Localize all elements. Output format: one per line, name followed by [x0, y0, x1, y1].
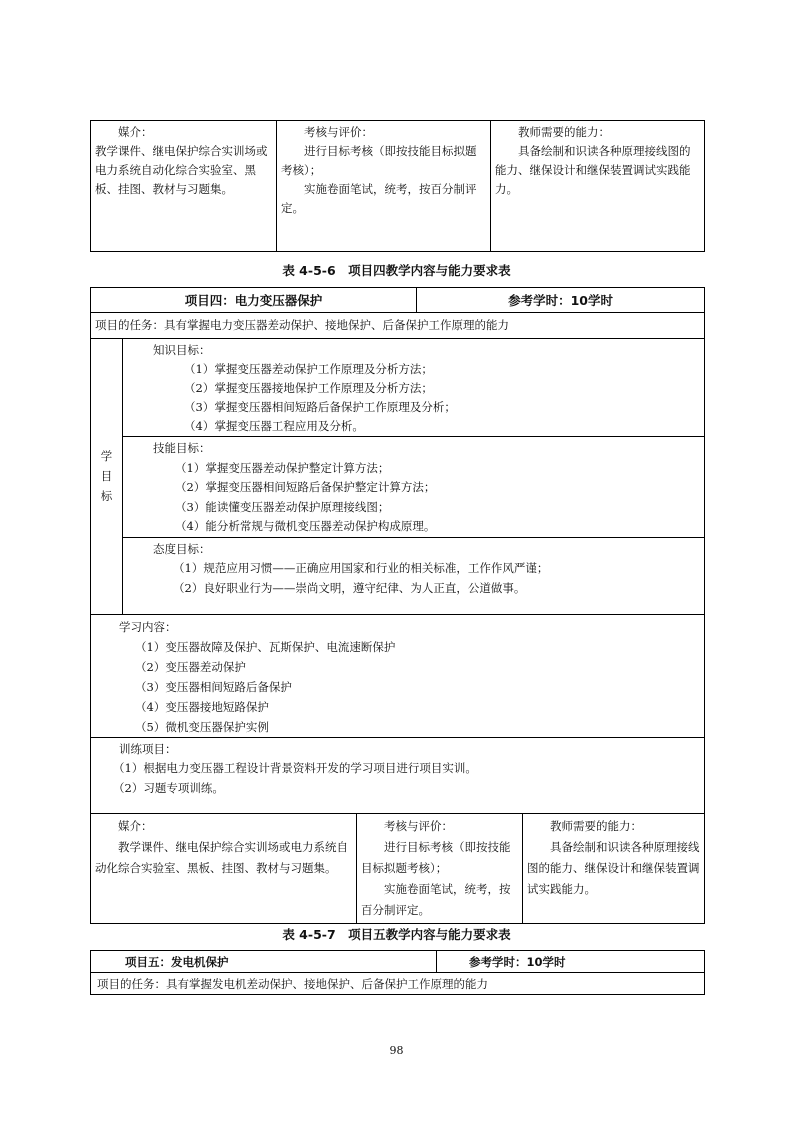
media-text: 教学课件、继电保护综合实训场或电力系统自动化综合实验室、黑板、挂图、教材与习题集。	[95, 144, 268, 196]
table6	[90, 287, 705, 924]
assessment-line2: 实施卷面笔试，统考，按百分制评定。	[281, 182, 477, 215]
page-number: 98	[389, 1044, 404, 1057]
media-cell	[91, 813, 357, 923]
attitude-item: （1）规范应用习惯——正确应用国家和行业的相关标准，工作作风严谨；	[173, 561, 549, 575]
assessment-label: 考核与评价：	[304, 125, 373, 139]
top-table	[90, 120, 705, 252]
skill-item: （4）能分析常规与微机变压器差动保护构成原理。	[175, 519, 436, 533]
training-item: （2）习题专项训练。	[113, 780, 224, 795]
table7	[90, 950, 705, 995]
media-label: 媒介：	[118, 818, 153, 833]
assessment-line1: 进行目标考核（即按技能目标拟题考核）；	[361, 839, 511, 875]
knowledge-item: （4）掌握变压器工程应用及分析。	[184, 419, 364, 433]
table7-caption: 表 4-5-7 项目五教学内容与能力要求表	[282, 927, 511, 942]
project5-hours: 参考学时：10学时	[437, 951, 705, 973]
content-item: （1）变压器故障及保护、瓦斯保护、电流速断保护	[135, 639, 396, 654]
assessment-label: 考核与评价：	[384, 818, 453, 833]
skill-label: 技能目标：	[153, 441, 211, 455]
assessment-line2: 实施卷面笔试，统考，按百分制评定。	[361, 881, 511, 917]
content-label: 学习内容：	[119, 619, 177, 634]
content-item: （4）变压器接地短路保护	[135, 699, 269, 714]
project5-name: 项目五：发电机保护	[91, 951, 437, 973]
skill-item: （1）掌握变压器差动保护整定计算方法；	[175, 460, 390, 475]
content-item: （3）变压器相间短路后备保护	[135, 679, 292, 694]
training-item: （1）根据电力变压器工程设计背景资料开发的学习项目进行项目实训。	[113, 761, 477, 775]
assessment-cell	[357, 813, 523, 923]
attitude-item: （2）良好职业行为——崇尚文明，遵守纪律、为人正直，公道做事。	[173, 580, 526, 595]
knowledge-label: 知识目标：	[153, 343, 211, 357]
training-items	[91, 737, 705, 813]
top-assessment-cell	[277, 121, 491, 252]
table6-caption: 表 4-5-6 项目四教学内容与能力要求表	[282, 263, 511, 278]
skill-goals	[123, 437, 705, 538]
media-text: 教学课件、继电保护综合实训场或电力系统自动化综合实验室、黑板、挂图、教材与习题集。	[95, 839, 348, 875]
teacher-text: 具备绘制和识读各种原理接线图的能力、继保设计和继保装置调试实践能力。	[495, 144, 691, 196]
knowledge-item: （3）掌握变压器相间短路后备保护工作原理及分析；	[184, 400, 456, 414]
content-item: （5）微机变压器保护实例	[135, 719, 269, 734]
learning-content	[91, 614, 705, 737]
media-label: 媒介：	[118, 125, 153, 139]
skill-item: （2）掌握变压器相间短路后备保护整定计算方法；	[175, 480, 436, 494]
skill-item: （3）能读懂变压器差动保护原理接线图；	[175, 499, 390, 514]
project4-task: 项目的任务：具有掌握电力变压器差动保护、接地保护、后备保护工作原理的能力	[95, 318, 509, 332]
teacher-label: 教师需要的能力：	[518, 125, 610, 139]
content-item: （2）变压器差动保护	[135, 659, 246, 674]
knowledge-item: （2）掌握变压器接地保护工作原理及分析方法；	[184, 381, 433, 395]
top-teacher-cell	[491, 121, 705, 252]
teacher-text: 具备绘制和识读各种原理接线图的能力、继保设计和继保装置调试实践能力。	[527, 839, 700, 896]
assessment-line1: 进行目标考核（即按技能目标拟题考核）；	[281, 144, 477, 177]
project4-hours: 参考学时：10学时	[417, 288, 705, 313]
top-media-cell	[91, 121, 277, 252]
training-label: 训练项目：	[119, 741, 177, 756]
project4-name: 项目四：电力变压器保护	[91, 288, 417, 313]
teacher-label: 教师需要的能力：	[550, 818, 643, 833]
goal-column: 学 目 标	[91, 339, 123, 615]
attitude-goals	[123, 537, 705, 614]
knowledge-goals	[123, 339, 705, 437]
teacher-cell	[523, 813, 705, 923]
project5-task: 项目的任务：具有掌握发电机差动保护、接地保护、后备保护工作原理的能力	[97, 976, 488, 991]
attitude-label: 态度目标：	[153, 541, 211, 556]
knowledge-item: （1）掌握变压器差动保护工作原理及分析方法；	[184, 362, 433, 376]
